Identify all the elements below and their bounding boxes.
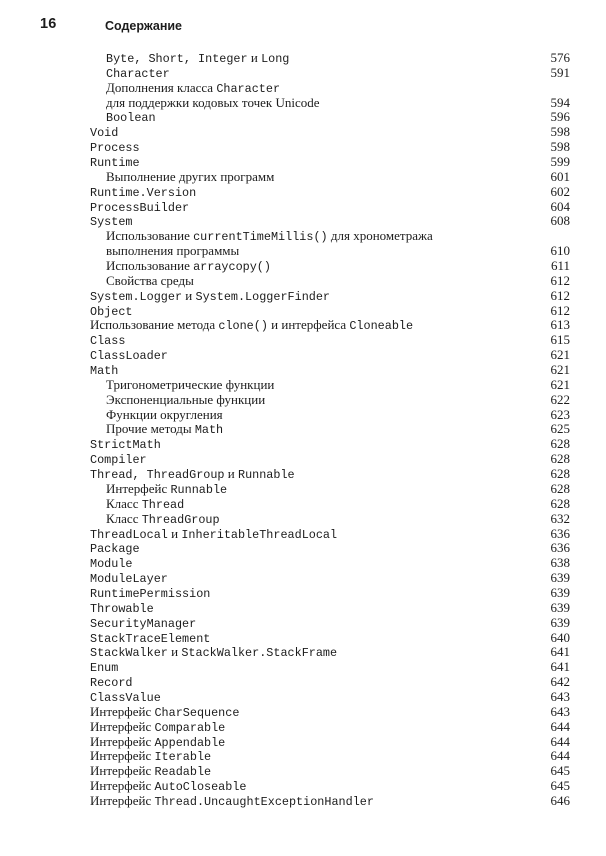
- toc-code-text: Throwable: [90, 601, 154, 616]
- toc-code-text: Math: [194, 423, 224, 438]
- toc-entry: [90, 185, 570, 200]
- toc-entry-pagenum: 623: [550, 406, 570, 422]
- toc-entry: [90, 408, 570, 423]
- toc-code-text: ThreadLocal: [90, 527, 168, 542]
- toc-plain-text: Интерфейс: [90, 763, 155, 779]
- toc-entry-pagenum: 621: [550, 362, 570, 378]
- toc-entry-title: [90, 408, 223, 423]
- toc-entry: [90, 541, 570, 556]
- toc-code-text: Math: [90, 364, 119, 379]
- toc-code-text: Thread, ThreadGroup: [90, 468, 225, 483]
- toc-code-text: Package: [90, 542, 140, 557]
- toc-code-text: Class: [90, 334, 126, 349]
- toc-code-text: SecurityManager: [90, 616, 197, 631]
- toc-code-text: Cloneable: [349, 319, 414, 334]
- toc-code-text: Iterable: [154, 750, 212, 765]
- toc-code-text: StackWalker.StackFrame: [181, 646, 338, 661]
- toc-plain-text: выполнения программы: [106, 243, 240, 259]
- toc-code-text: Void: [90, 126, 119, 141]
- toc-entry: [90, 140, 570, 155]
- toc-code-text: Thread.UncaughtExceptionHandler: [154, 794, 374, 809]
- toc-entry-pagenum: 602: [550, 183, 570, 199]
- toc-entry-pagenum: 641: [550, 644, 570, 660]
- toc-entry: [90, 110, 570, 125]
- toc-entry: [90, 749, 570, 764]
- toc-entry-pagenum: 608: [550, 213, 570, 229]
- toc-code-text: ProcessBuilder: [90, 200, 190, 215]
- toc-entry: [90, 556, 570, 571]
- toc-code-text: Runtime: [90, 156, 140, 171]
- toc-code-text: RuntimePermission: [90, 586, 211, 601]
- toc-entry-title: [90, 140, 140, 156]
- toc-entry: [90, 586, 570, 601]
- toc-plain-text: Использование: [106, 228, 194, 244]
- running-header-title: Содержание: [105, 19, 183, 33]
- toc-entry-pagenum: 636: [550, 540, 570, 556]
- toc-entry: [90, 616, 570, 631]
- toc-entry-pagenum: 611: [550, 258, 570, 274]
- toc-entry-pagenum: 639: [550, 584, 570, 600]
- toc-entry-pagenum: 601: [550, 168, 570, 184]
- toc-entry-pagenum: 640: [550, 629, 570, 645]
- toc-entry-title: [90, 541, 140, 557]
- toc-entry: [90, 318, 570, 333]
- toc-entry-title: [90, 200, 189, 216]
- toc-code-text: CharSequence: [154, 705, 240, 720]
- toc-entry: [90, 393, 570, 408]
- toc-code-text: Long: [261, 52, 290, 66]
- toc-code-text: Module: [90, 557, 133, 572]
- toc-plain-text: Экспоненциальные функции: [106, 391, 266, 407]
- toc-plain-text: Интерфейс: [90, 792, 155, 808]
- toc-plain-text: и: [224, 466, 238, 482]
- toc-entry-title: [90, 274, 194, 289]
- toc-entry-title: [90, 675, 132, 691]
- toc-entry-pagenum: 638: [550, 555, 570, 571]
- toc-entry-pagenum: 636: [550, 525, 570, 541]
- toc-entry-title: [90, 289, 330, 305]
- toc-plain-text: и: [182, 287, 196, 303]
- toc-entry-title: [90, 571, 168, 587]
- toc-code-text: Runnable: [170, 482, 228, 497]
- toc-entry: [90, 244, 570, 259]
- toc-plain-text: Использование: [106, 258, 194, 274]
- toc-code-text: Character: [216, 81, 281, 96]
- toc-entry: [90, 259, 570, 274]
- toc-entry: [90, 690, 570, 705]
- toc-plain-text: и: [247, 50, 262, 65]
- toc-entry-pagenum: 639: [550, 614, 570, 630]
- toc-entry: [90, 274, 570, 289]
- toc-entry-pagenum: 645: [550, 763, 570, 779]
- toc-entry: [90, 452, 570, 467]
- toc-entry: [90, 527, 570, 542]
- toc-entry: [90, 482, 570, 497]
- toc-code-text: currentTimeMillis(): [193, 230, 328, 245]
- toc-code-text: Readable: [154, 765, 212, 780]
- toc-entry: [90, 764, 570, 779]
- toc-entry-title: [90, 645, 337, 661]
- toc-plain-text: и: [167, 525, 182, 541]
- toc-entry-pagenum: 598: [550, 139, 570, 155]
- toc-code-text: StrictMath: [90, 438, 161, 453]
- toc-entry-pagenum: 622: [550, 391, 570, 407]
- toc-entry-pagenum: 613: [550, 317, 570, 333]
- toc-code-text: arraycopy(): [193, 260, 271, 275]
- toc-entry-title: [90, 660, 118, 676]
- toc-plain-text: Выполнение других программ: [106, 168, 275, 184]
- toc-entry: [90, 705, 570, 720]
- toc-code-text: System.Logger: [90, 289, 183, 304]
- toc-entry: [90, 96, 570, 111]
- toc-entry: [90, 289, 570, 304]
- toc-entry-pagenum: 628: [550, 480, 570, 496]
- toc-entry-pagenum: 639: [550, 599, 570, 615]
- toc-plain-text: Дополнения класса: [106, 79, 217, 95]
- toc-plain-text: и: [167, 644, 182, 660]
- toc-entry: [90, 497, 570, 512]
- toc-plain-text: Прочие методы: [106, 421, 195, 437]
- toc-plain-text: Интерфейс: [90, 748, 155, 764]
- toc-entry-pagenum: 621: [550, 347, 570, 363]
- toc-entry: [90, 304, 570, 319]
- toc-code-text: InheritableThreadLocal: [181, 527, 338, 542]
- toc-code-text: StackTraceElement: [90, 631, 211, 646]
- toc-code-text: AutoCloseable: [154, 780, 247, 795]
- toc-entry-title: [90, 333, 125, 349]
- toc-entry-title: [90, 586, 210, 602]
- toc-entry-pagenum: 644: [550, 718, 570, 734]
- toc-entry-pagenum: 599: [550, 154, 570, 170]
- toc-code-text: Byte, Short, Integer: [106, 52, 248, 66]
- toc-entry: [90, 779, 570, 794]
- toc-code-text: StackWalker: [90, 646, 168, 661]
- toc-entry-pagenum: 644: [550, 748, 570, 764]
- toc-entry-pagenum: 639: [550, 570, 570, 586]
- toc-code-text: Record: [90, 676, 133, 691]
- toc-entry-pagenum: 604: [550, 198, 570, 214]
- toc-entry-title: [90, 393, 265, 408]
- toc-code-text: Process: [90, 141, 140, 156]
- toc-entry-pagenum: 632: [550, 510, 570, 526]
- toc-entry: [90, 66, 570, 81]
- toc-code-text: Thread: [141, 497, 185, 512]
- toc-code-text: Character: [106, 66, 170, 81]
- toc-plain-text: Интерфейс: [90, 778, 155, 794]
- toc-entry: [90, 155, 570, 170]
- toc-entry: [90, 333, 570, 348]
- toc-entry-pagenum: 643: [550, 703, 570, 719]
- toc-entry-pagenum: 612: [550, 302, 570, 318]
- toc-code-text: Runtime.Version: [90, 185, 197, 200]
- toc-entry-pagenum: 591: [550, 64, 570, 80]
- toc-entry-title: [90, 512, 220, 528]
- toc-entry: [90, 422, 570, 437]
- toc-entry-pagenum: 628: [550, 436, 570, 452]
- toc-code-text: ClassLoader: [90, 349, 168, 364]
- toc-entry-title: [90, 170, 274, 185]
- toc-entry-pagenum: 643: [550, 688, 570, 704]
- toc-entry: [90, 125, 570, 140]
- toc-plain-text: Интерфейс: [90, 718, 155, 734]
- toc-entry: [90, 675, 570, 690]
- toc-code-text: Enum: [90, 661, 119, 676]
- toc-plain-text: Интерфейс: [106, 480, 171, 496]
- toc-entry-title: [90, 125, 118, 141]
- toc-entry-title: [90, 110, 156, 126]
- toc-plain-text: Использование метода: [90, 317, 219, 333]
- toc-entry-pagenum: 596: [550, 109, 570, 125]
- toc-code-text: ClassValue: [90, 690, 161, 705]
- toc-plain-text: Класс: [106, 495, 142, 511]
- toc-entry-title: [90, 794, 374, 810]
- toc-entry-pagenum: 621: [550, 376, 570, 392]
- toc-entry: [90, 170, 570, 185]
- toc-entry: [90, 363, 570, 378]
- toc-code-text: Comparable: [154, 720, 226, 735]
- toc-code-text: Appendable: [154, 735, 226, 750]
- toc-entry-pagenum: 642: [550, 674, 570, 690]
- toc-entry-title: [90, 348, 168, 364]
- toc-entry: [90, 467, 570, 482]
- toc-entry-pagenum: 610: [550, 243, 570, 259]
- toc-entry-title: [90, 185, 196, 201]
- toc-entry: [90, 437, 570, 452]
- toc-entry: [90, 348, 570, 363]
- toc-entry-title: [90, 437, 161, 453]
- toc-code-text: ThreadGroup: [141, 512, 220, 527]
- toc-code-text: Object: [90, 304, 133, 319]
- toc-entry-pagenum: 628: [550, 451, 570, 467]
- toc-entry-pagenum: 598: [550, 124, 570, 140]
- toc-entry-title: [90, 601, 154, 617]
- toc-entry-pagenum: 594: [550, 94, 570, 110]
- toc-entry: [90, 794, 570, 809]
- toc-entry-pagenum: 625: [550, 421, 570, 437]
- toc-plain-text: и интерфейса: [267, 317, 350, 333]
- toc-entry-pagenum: 628: [550, 466, 570, 482]
- toc-entry-pagenum: 646: [550, 792, 570, 808]
- toc-entry-pagenum: 615: [550, 332, 570, 348]
- toc-entry: [90, 200, 570, 215]
- toc-entry: [90, 81, 570, 96]
- toc-entry: [90, 214, 570, 229]
- toc-entry-pagenum: 612: [550, 272, 570, 288]
- toc-code-text: Compiler: [90, 453, 147, 468]
- toc-entry: [90, 229, 570, 244]
- toc-entry: [90, 720, 570, 735]
- toc-entry-title: [90, 51, 289, 67]
- toc-entry-title: [90, 378, 274, 393]
- toc-entry: [90, 601, 570, 616]
- toc-plain-text: для хронометража: [327, 228, 433, 244]
- toc-code-text: ModuleLayer: [90, 572, 168, 587]
- toc-entry-title: [90, 556, 132, 572]
- toc-entry: [90, 512, 570, 527]
- toc-list: [90, 51, 570, 809]
- page-number: 16: [40, 16, 57, 32]
- toc-entry-title: [90, 318, 413, 334]
- toc-entry-pagenum: 641: [550, 659, 570, 675]
- toc-entry-title: [90, 96, 320, 111]
- toc-entry: [90, 571, 570, 586]
- toc-code-text: System: [90, 215, 133, 230]
- toc-entry-pagenum: 644: [550, 733, 570, 749]
- toc-entry: [90, 645, 570, 660]
- toc-plain-text: Интерфейс: [90, 703, 155, 719]
- toc-entry-title: [90, 452, 147, 468]
- toc-entry-pagenum: 612: [550, 287, 570, 303]
- toc-entry-pagenum: 628: [550, 495, 570, 511]
- toc-entry-title: [90, 422, 223, 438]
- toc-code-text: Boolean: [106, 111, 156, 126]
- toc-entry-title: [90, 527, 337, 543]
- toc-entry: [90, 51, 570, 66]
- toc-plain-text: Свойства среды: [106, 272, 194, 288]
- toc-plain-text: Тригонометрические функции: [106, 376, 275, 392]
- toc-code-text: System.LoggerFinder: [195, 289, 331, 304]
- toc-code-text: clone(): [218, 319, 268, 334]
- toc-plain-text: Функции округления: [106, 406, 223, 422]
- toc-plain-text: для поддержки кодовых точек Unicode: [106, 94, 320, 110]
- toc-plain-text: Класс: [106, 510, 142, 526]
- toc-entry-title: [90, 244, 239, 259]
- toc-entry-pagenum: 576: [550, 50, 570, 65]
- toc-entry-pagenum: 645: [550, 778, 570, 794]
- toc-entry: [90, 660, 570, 675]
- toc-code-text: Runnable: [237, 468, 295, 483]
- toc-entry-title: [90, 616, 196, 632]
- toc-plain-text: Интерфейс: [90, 733, 155, 749]
- toc-entry: [90, 631, 570, 646]
- toc-entry: [90, 735, 570, 750]
- toc-entry: [90, 378, 570, 393]
- toc-entry-title: [90, 631, 210, 647]
